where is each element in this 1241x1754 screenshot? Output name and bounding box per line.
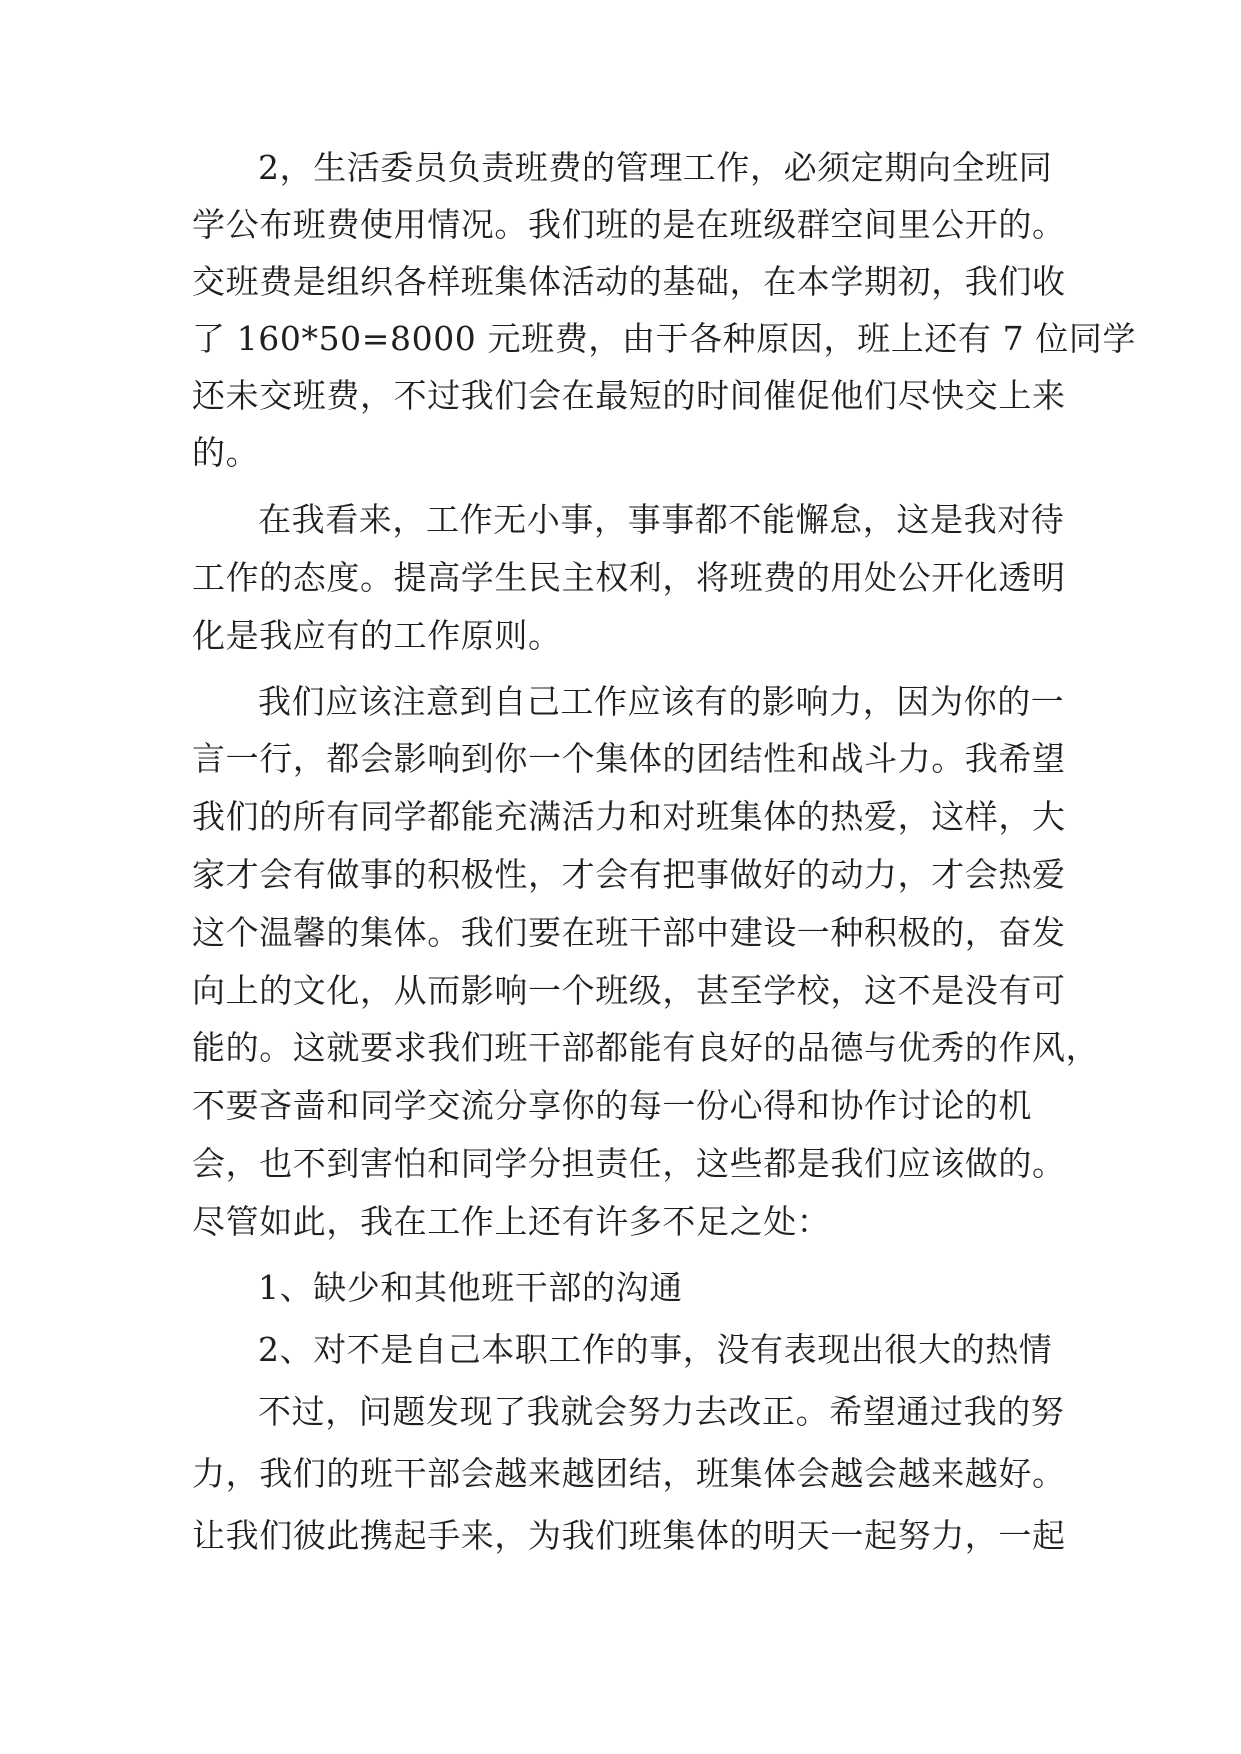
text-line: 尽管如此，我在工作上还有许多不足之处： bbox=[192, 1202, 831, 1241]
text-line: 会，也不到害怕和同学分担责任，这些都是我们应该做的。 bbox=[192, 1144, 1066, 1183]
text-line: 2，生活委员负责班费的管理工作，必须定期向全班同 bbox=[258, 148, 1053, 187]
text-line: 还未交班费，不过我们会在最短的时间催促他们尽快交上来 bbox=[192, 376, 1066, 415]
text-line: 不要吝啬和同学交流分享你的每一份心得和协作讨论的机 bbox=[192, 1086, 1032, 1125]
text-line: 学公布班费使用情况。我们班的是在班级群空间里公开的。 bbox=[192, 205, 1066, 244]
text-line: 家才会有做事的积极性，才会有把事做好的动力，才会热爱 bbox=[192, 855, 1066, 894]
text-line: 在我看来，工作无小事，事事都不能懈怠，这是我对待 bbox=[258, 500, 1065, 539]
text-line: 了 160*50=8000 元班费，由于各种原因，班上还有 7 位同学 bbox=[192, 319, 1137, 358]
text-line: 1、缺少和其他班干部的沟通 bbox=[258, 1268, 683, 1307]
text-line: 让我们彼此携起手来，为我们班集体的明天一起努力，一起 bbox=[192, 1516, 1066, 1555]
text-line: 化是我应有的工作原则。 bbox=[192, 616, 562, 655]
text-line: 力，我们的班干部会越来越团结，班集体会越会越来越好。 bbox=[192, 1454, 1066, 1493]
text-line: 能的。这就要求我们班干部都能有良好的品德与优秀的作风， bbox=[192, 1028, 1100, 1067]
text-line: 我们的所有同学都能充满活力和对班集体的热爱，这样，大 bbox=[192, 797, 1066, 836]
text-line: 交班费是组织各样班集体活动的基础，在本学期初，我们收 bbox=[192, 262, 1066, 301]
text-line: 2、对不是自己本职工作的事，没有表现出很大的热情 bbox=[258, 1330, 1053, 1369]
text-line: 不过，问题发现了我就会努力去改正。希望通过我的努 bbox=[258, 1392, 1065, 1431]
text-line: 我们应该注意到自己工作应该有的影响力，因为你的一 bbox=[258, 682, 1065, 721]
text-line: 工作的态度。提高学生民主权利，将班费的用处公开化透明 bbox=[192, 558, 1066, 597]
text-line: 的。 bbox=[192, 433, 260, 472]
text-line: 言一行，都会影响到你一个集体的团结性和战斗力。我希望 bbox=[192, 739, 1066, 778]
text-line: 这个温馨的集体。我们要在班干部中建设一种积极的，奋发 bbox=[192, 913, 1066, 952]
text-line: 向上的文化，从而影响一个班级，甚至学校，这不是没有可 bbox=[192, 971, 1066, 1010]
